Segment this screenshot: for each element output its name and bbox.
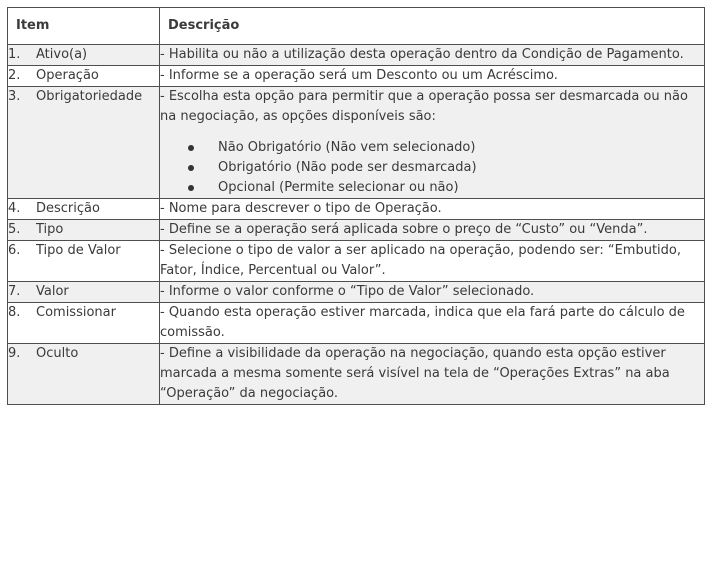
item-label: Operação <box>36 68 99 83</box>
item-label: Comissionar <box>36 305 116 320</box>
bullet-icon <box>188 165 194 171</box>
item-number: 6. <box>8 243 21 258</box>
item-label: Obrigatoriedade <box>36 89 143 104</box>
list-item <box>160 178 704 198</box>
list-item-text: Opcional (Permite selecionar ou não) <box>218 180 459 195</box>
table-row <box>8 220 705 241</box>
item-number: 3. <box>8 89 21 104</box>
description-text: - Escolha esta opção para permitir que a operação possa ser desmarcada ou não na negociação, as opções disponíveis são: <box>160 89 688 124</box>
item-label: Tipo <box>36 222 64 237</box>
table-row <box>8 45 705 66</box>
description-table <box>7 7 705 405</box>
table-row <box>8 282 705 303</box>
table-row <box>8 344 705 405</box>
list-item-text: Obrigatório (Não pode ser desmarcada) <box>218 160 477 175</box>
item-number: 9. <box>8 346 21 361</box>
item-cell <box>8 45 160 66</box>
description-cell: - Informe se a operação será um Desconto ou um Acréscimo. <box>160 66 705 87</box>
table-row <box>8 303 705 344</box>
item-cell <box>8 87 160 199</box>
item-label: Descrição <box>36 201 100 216</box>
item-label: Oculto <box>36 346 79 361</box>
table-header-row <box>8 8 705 45</box>
bullet-icon <box>188 145 194 151</box>
description-cell: - Nome para descrever o tipo de Operação. <box>160 199 705 220</box>
description-cell: - Quando esta operação estiver marcada, indica que ela fará parte do cálculo de comissão. <box>160 303 705 344</box>
item-number: 4. <box>8 201 21 216</box>
item-label: Ativo(a) <box>36 47 88 62</box>
table-row <box>8 66 705 87</box>
item-label: Tipo de Valor <box>36 243 121 258</box>
item-label: Valor <box>36 284 69 299</box>
item-cell <box>8 241 160 282</box>
item-number: 5. <box>8 222 21 237</box>
item-cell <box>8 282 160 303</box>
list-item <box>160 158 704 178</box>
table-row <box>8 241 705 282</box>
description-cell: - Informe o valor conforme o “Tipo de Valor” selecionado. <box>160 282 705 303</box>
description-cell: - Habilita ou não a utilização desta operação dentro da Condição de Pagamento. <box>160 45 705 66</box>
item-cell <box>8 220 160 241</box>
description-cell: - Define a visibilidade da operação na negociação, quando esta opção estiver marcada a mesma somente será visível na tela de “Operações Extras” na aba “Operação” da negociação. <box>160 344 705 405</box>
item-number: 8. <box>8 305 21 320</box>
item-cell <box>8 199 160 220</box>
item-cell <box>8 344 160 405</box>
options-list <box>160 138 704 198</box>
table-row <box>8 87 705 199</box>
item-number: 1. <box>8 47 21 62</box>
item-cell <box>8 66 160 87</box>
item-cell <box>8 303 160 344</box>
header-description: Descrição <box>160 8 705 45</box>
list-item-text: Não Obrigatório (Não vem selecionado) <box>218 140 476 155</box>
table-row <box>8 199 705 220</box>
header-item: Item <box>8 8 160 45</box>
item-number: 2. <box>8 68 21 83</box>
description-cell: - Selecione o tipo de valor a ser aplicado na operação, podendo ser: “Embutido, Fator, Índice, Percentual ou Valor”. <box>160 241 705 282</box>
description-cell <box>160 87 705 199</box>
bullet-icon <box>188 185 194 191</box>
list-item <box>160 138 704 158</box>
item-number: 7. <box>8 284 21 299</box>
description-cell: - Define se a operação será aplicada sobre o preço de “Custo” ou “Venda”. <box>160 220 705 241</box>
